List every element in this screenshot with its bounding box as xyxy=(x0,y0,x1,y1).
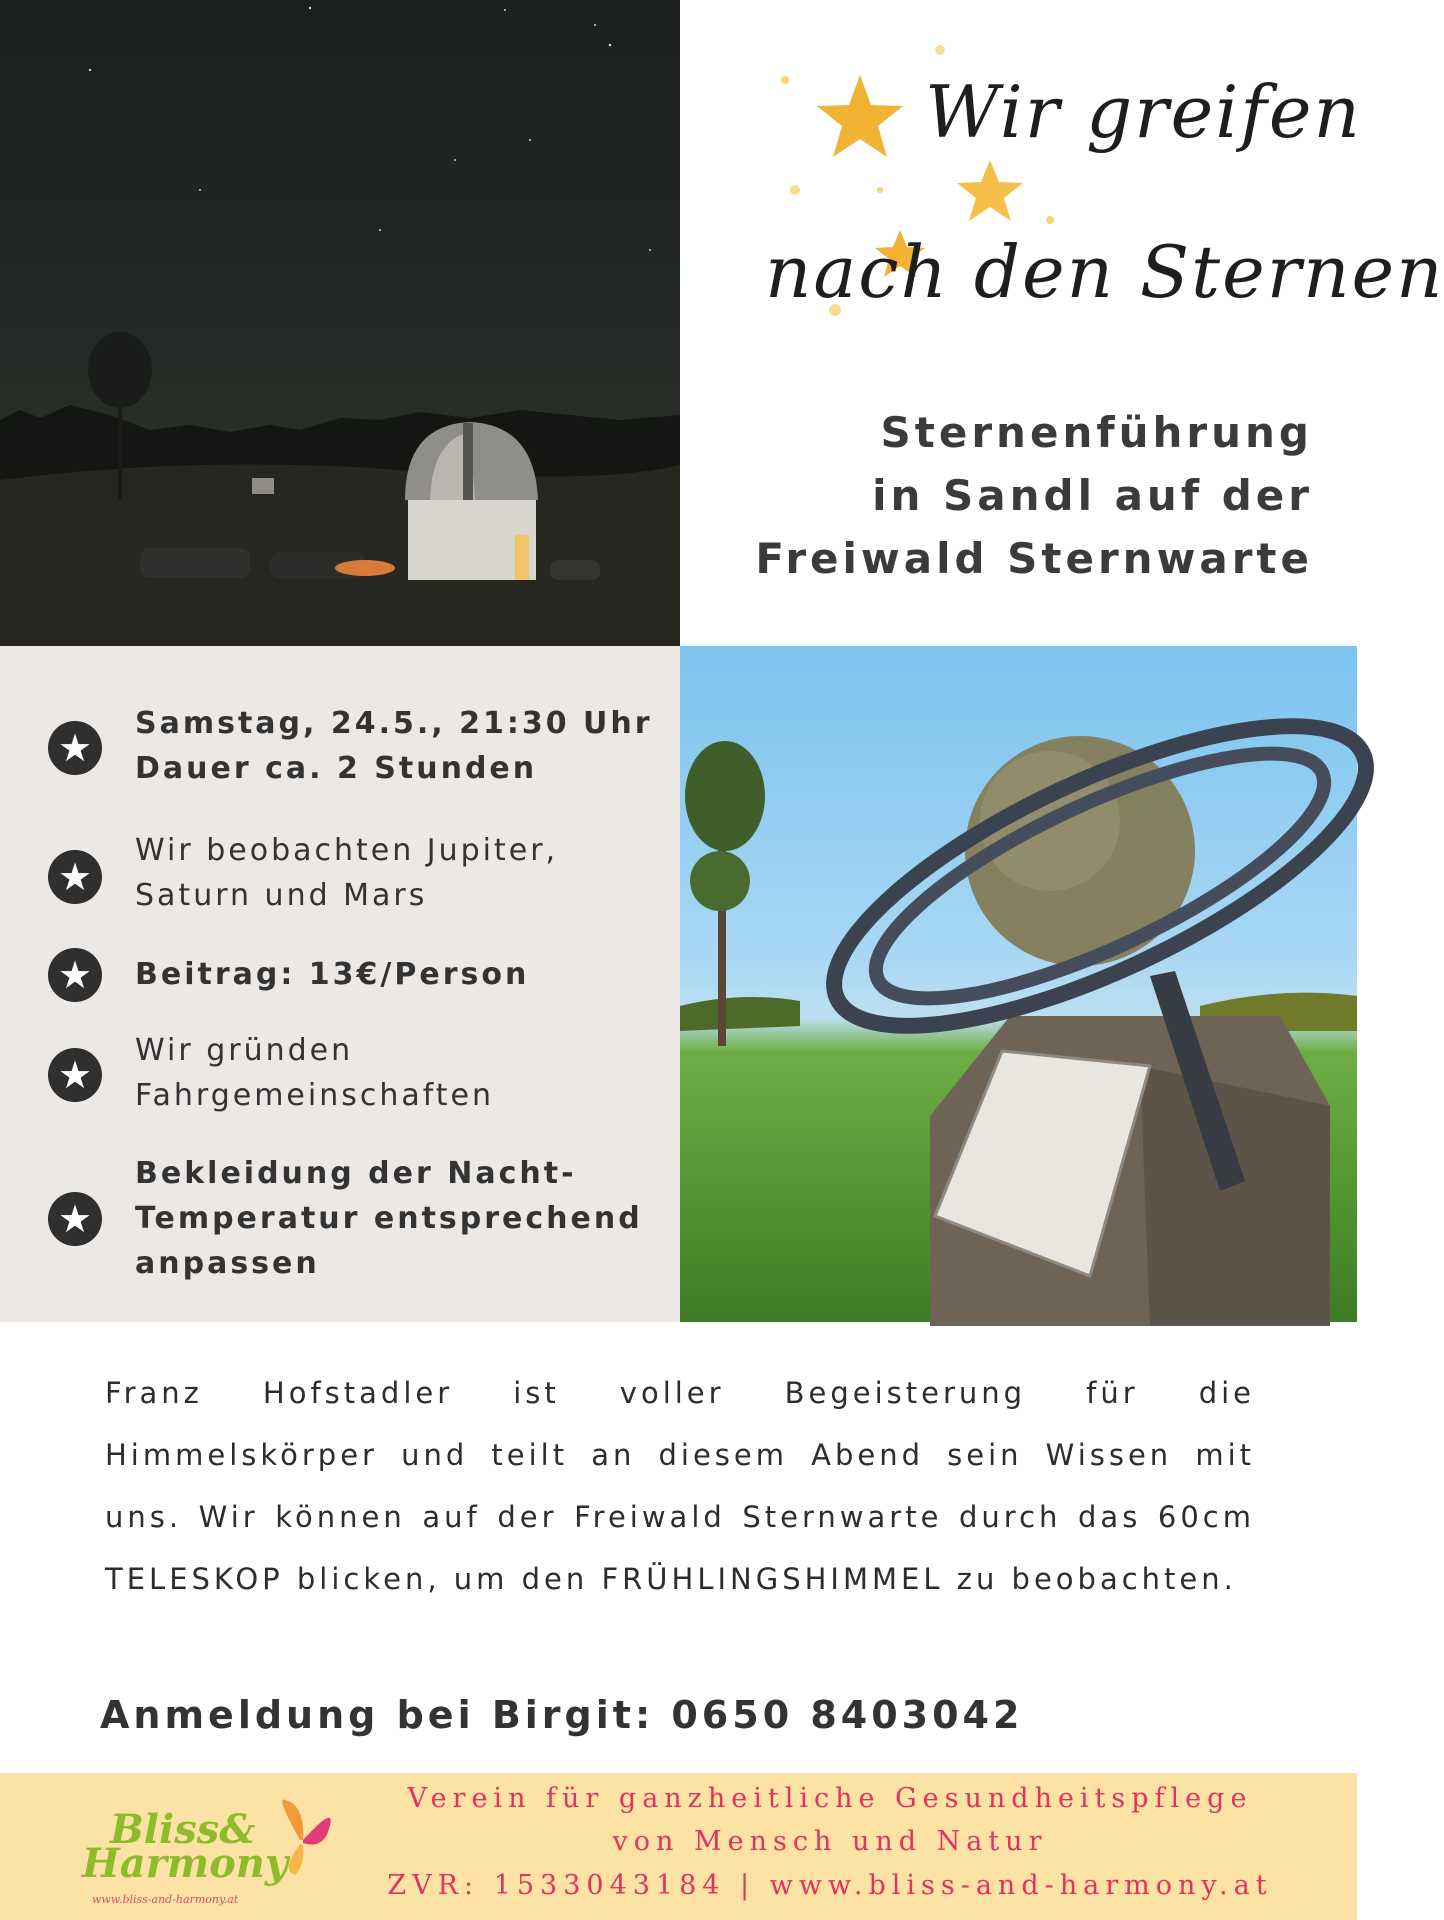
logo-url: www.bliss-and-harmony.at xyxy=(92,1893,239,1906)
info-line: Saturn und Mars xyxy=(135,878,428,913)
observatory-night-illustration xyxy=(0,0,680,646)
registration-contact: Anmeldung bei Birgit: 0650 8403042 xyxy=(100,1693,1024,1737)
saturn-sculpture-photo xyxy=(680,646,1357,1322)
star-icon: ★ xyxy=(48,850,102,904)
subtitle-line1: Sternenführung xyxy=(880,408,1313,457)
footer-association-line1: Verein für ganzheitliche Gesundheitspflege xyxy=(407,1783,1253,1814)
star-icon: ★ xyxy=(48,1048,102,1102)
subtitle-line2: in Sandl auf der xyxy=(872,471,1313,520)
footer-banner xyxy=(0,1773,1357,1920)
logo-wordmark xyxy=(82,1806,289,1887)
info-line: Samstag, 24.5., 21:30 Uhr xyxy=(135,706,653,741)
info-line: Wir gründen xyxy=(135,1033,354,1068)
subtitle-line3: Freiwald Sternwarte xyxy=(755,534,1313,583)
footer-registration-website: ZVR: 1533043184 | www.bliss-and-harmony.at xyxy=(387,1870,1273,1901)
star-icon: ★ xyxy=(48,721,102,775)
star-icon: ★ xyxy=(48,1192,102,1246)
logo-line2: Harmony xyxy=(82,1840,289,1887)
info-line: Temperatur entsprechend xyxy=(135,1201,643,1236)
star-icon: ★ xyxy=(48,948,102,1002)
info-line: anpassen xyxy=(135,1246,320,1281)
event-info-panel xyxy=(0,646,680,1322)
info-line: Wir beobachten Jupiter, xyxy=(135,833,559,868)
headline-script-line1: Wir greifen xyxy=(925,70,1362,154)
star-icon xyxy=(817,75,903,157)
info-item-text xyxy=(135,952,675,997)
info-line: Bekleidung der Nacht- xyxy=(135,1156,577,1191)
info-line: Dauer ca. 2 Stunden xyxy=(135,751,538,786)
info-item-text xyxy=(135,828,675,918)
info-item-text xyxy=(135,701,675,791)
info-line: Fahrgemeinschaften xyxy=(135,1078,495,1113)
saturn-sculpture-illustration xyxy=(680,646,1357,1322)
headline-script-line2: nach den Sternen xyxy=(765,230,1444,314)
event-description: Franz Hofstadler ist voller Begeisterung für die Himmelskörper und teilt an diesem Abend sein Wissen mit uns. Wir können auf der Freiwald Sternwarte durch das 60cm TELESKOP blicken, um den FRÜHLINGSHIMMEL zu beobachten. xyxy=(105,1376,1255,1596)
info-item-text xyxy=(135,1028,675,1118)
info-item-text xyxy=(135,1151,675,1286)
info-line: Beitrag: 13€/Person xyxy=(135,957,530,992)
footer-association-line2: von Mensch und Natur xyxy=(612,1826,1048,1857)
observatory-night-photo xyxy=(0,0,680,646)
logo-line1: Bliss& xyxy=(110,1806,256,1853)
star-icon xyxy=(957,160,1023,221)
